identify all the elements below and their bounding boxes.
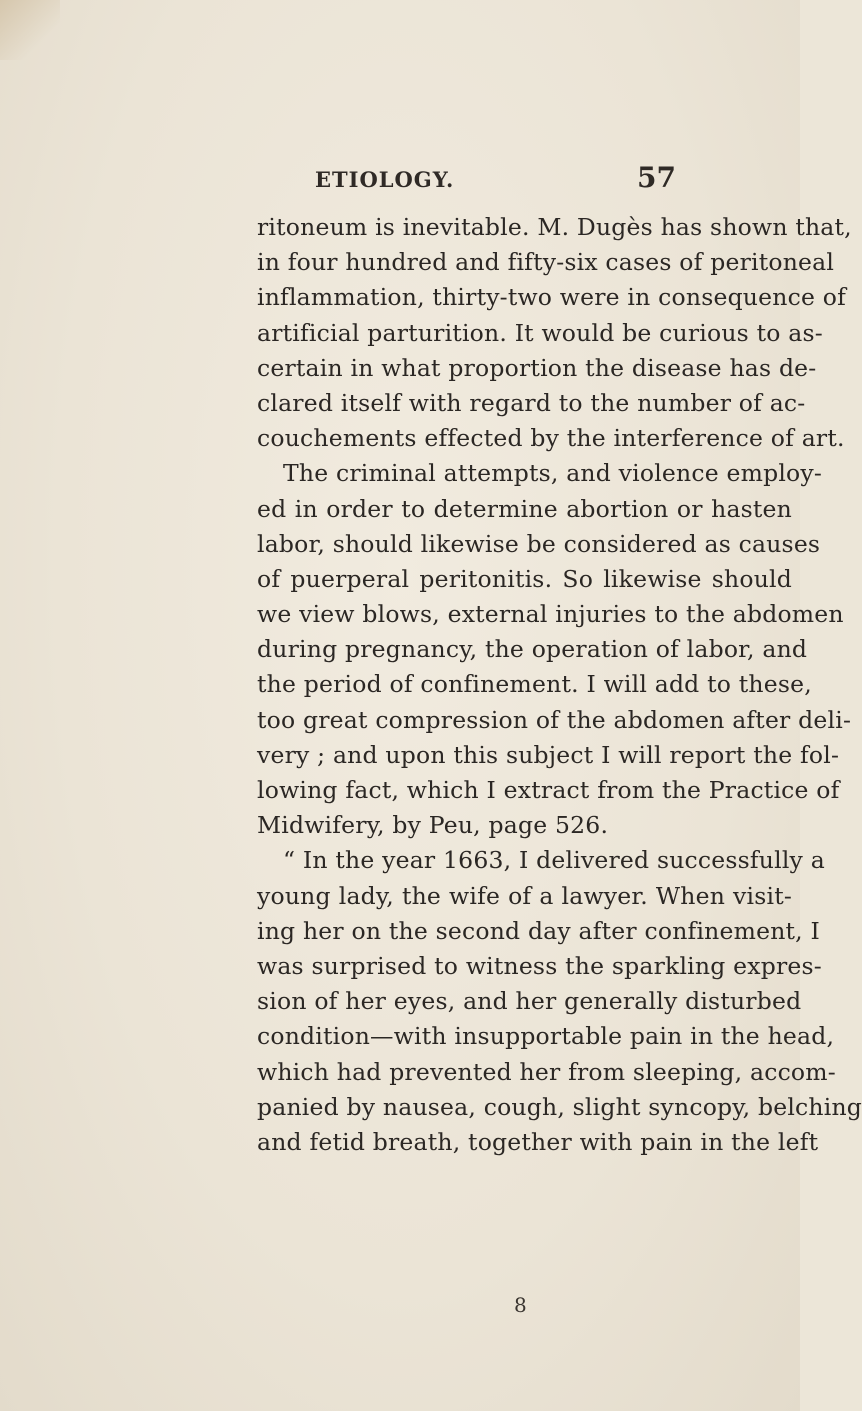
text-line: in four hundred and fifty-six cases of peritoneal [257, 248, 835, 277]
signature-mark: 8 [514, 1293, 527, 1317]
text-line: was surprised to witness the sparkling expres- [257, 951, 822, 980]
text-line: labor, should likewise be considered as causes [257, 529, 821, 558]
running-head: ETIOLOGY. [315, 167, 455, 192]
text-line: lowing fact, which I extract from the Practice of [257, 776, 840, 804]
page-number: 57 [637, 161, 676, 194]
text-line: Midwifery, by Peu, page 526. [257, 811, 609, 840]
text-line: very ; and upon this subject I will report the fol- [257, 740, 840, 769]
text-line: too great compression of the abdomen after deli- [257, 705, 852, 734]
text-line: inflammation, thirty-two were in consequence of [257, 283, 846, 312]
text-line: ritoneum is inevitable. M. Dugès has shown that, [257, 213, 852, 241]
text-line: sion of her eyes, and her generally disturbed [257, 987, 802, 1016]
text-line: we view blows, external injuries to the abdomen [257, 600, 844, 629]
text-line: couchements effected by the interference of art. [257, 424, 845, 453]
text-line: The criminal attempts, and violence employ- [283, 459, 823, 488]
text-line: clared itself with regard to the number of ac- [257, 388, 806, 417]
text-line: and fetid breath, together with pain in the left [257, 1127, 819, 1156]
text-line: young lady, the wife of a lawyer. When visit- [257, 881, 792, 910]
text-line: condition—with insupportable pain in the head, [257, 1022, 835, 1051]
text-line: ed in order to determine abortion or hasten [257, 494, 792, 523]
text-line: artificial parturition. It would be curious to as- [257, 318, 823, 347]
text-line: certain in what proportion the disease has de- [257, 353, 817, 382]
text-line: which had prevented her from sleeping, accom- [257, 1057, 836, 1086]
page-corner-stain [0, 0, 60, 60]
body-text [257, 210, 862, 1160]
text-line: during pregnancy, the operation of labor, and [257, 635, 808, 664]
text-line: panied by nausea, cough, slight syncopy, belching [257, 1092, 862, 1121]
page-header [0, 161, 800, 205]
text-line: the period of confinement. I will add to these, [257, 670, 812, 699]
text-line: of puerperal peritonitis. So likewise should [257, 564, 792, 593]
text-line: ing her on the second day after confinement, I [257, 916, 820, 945]
text-line: “ In the year 1663, I delivered successfully a [283, 846, 825, 875]
